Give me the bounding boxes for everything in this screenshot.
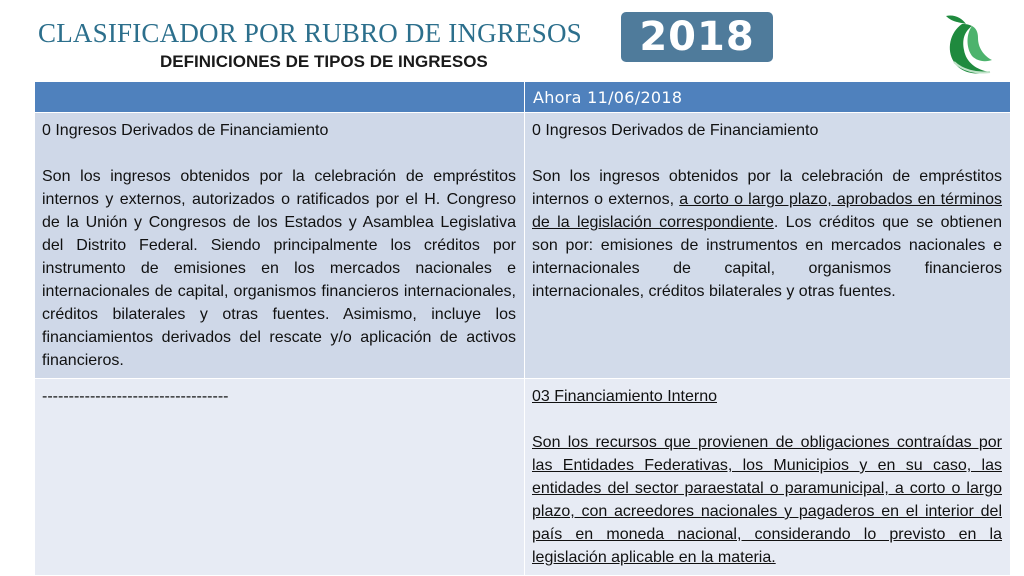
current-body-underlined: a corto o largo plazo, aprobados en términos de la legislación correspondiente xyxy=(532,191,1002,231)
page-subtitle: DEFINICIONES DE TIPOS DE INGRESOS xyxy=(160,52,488,71)
cell-previous-empty xyxy=(35,379,525,576)
cell-current-internal-financing xyxy=(525,379,1011,576)
current-body-end: . Los créditos que se obtienen son por: emisiones de instrumentos en mercados nacionales e internacionales de capital, organismos financieros internacionales, créditos bilaterales y otras fuentes. xyxy=(532,214,1002,300)
previous-heading: 0 Ingresos Derivados de Financiamiento xyxy=(42,122,329,139)
year-badge: 2018 xyxy=(621,12,773,62)
column-header-current: Ahora 11/06/2018 xyxy=(525,82,1011,113)
cell-previous-definition xyxy=(35,113,525,379)
table-header-row xyxy=(35,82,1011,113)
internal-financing-heading: 03 Financiamiento Interno xyxy=(532,388,717,405)
cell-current-definition xyxy=(525,113,1011,379)
table-row xyxy=(35,379,1011,576)
page-title: CLASIFICADOR POR RUBRO DE INGRESOS xyxy=(38,18,582,48)
definitions-table xyxy=(34,81,1011,576)
internal-financing-body: Son los recursos que provienen de obligaciones contraídas por las Entidades Federativas, los Municipios y en su caso, las entidades del sector paraestatal o paramunicipal, a corto o largo plazo, con acreedores nacionales y pagaderos en el interior del país en moneda nacional, considerando lo previsto en la legislación aplicable en la materia. xyxy=(532,434,1002,566)
current-heading: 0 Ingresos Derivados de Financiamiento xyxy=(532,122,819,139)
previous-placeholder-dashes: ----------------------------------- xyxy=(42,388,229,405)
leaf-logo-icon xyxy=(932,10,1002,80)
column-header-previous xyxy=(35,82,525,113)
previous-body: Son los ingresos obtenidos por la celebración de empréstitos internos y externos, autorizados o ratificados por el H. Congreso de la Unión y Congresos de los Estados y Asamblea Legislativa del Distrito Federal. Siendo principalmente los créditos por instrumento de emisiones en los mercados nacionales e internacionales de capital, organismos financieros internacionales, créditos bilaterales y otras fuentes. Asimismo, incluye los financiamientos derivados del rescate y/o aplicación de activos financieros. xyxy=(42,168,516,369)
current-body-start: Son los ingresos obtenidos por la celebración de empréstitos internos o externos, xyxy=(532,168,1002,208)
table-row xyxy=(35,113,1011,379)
